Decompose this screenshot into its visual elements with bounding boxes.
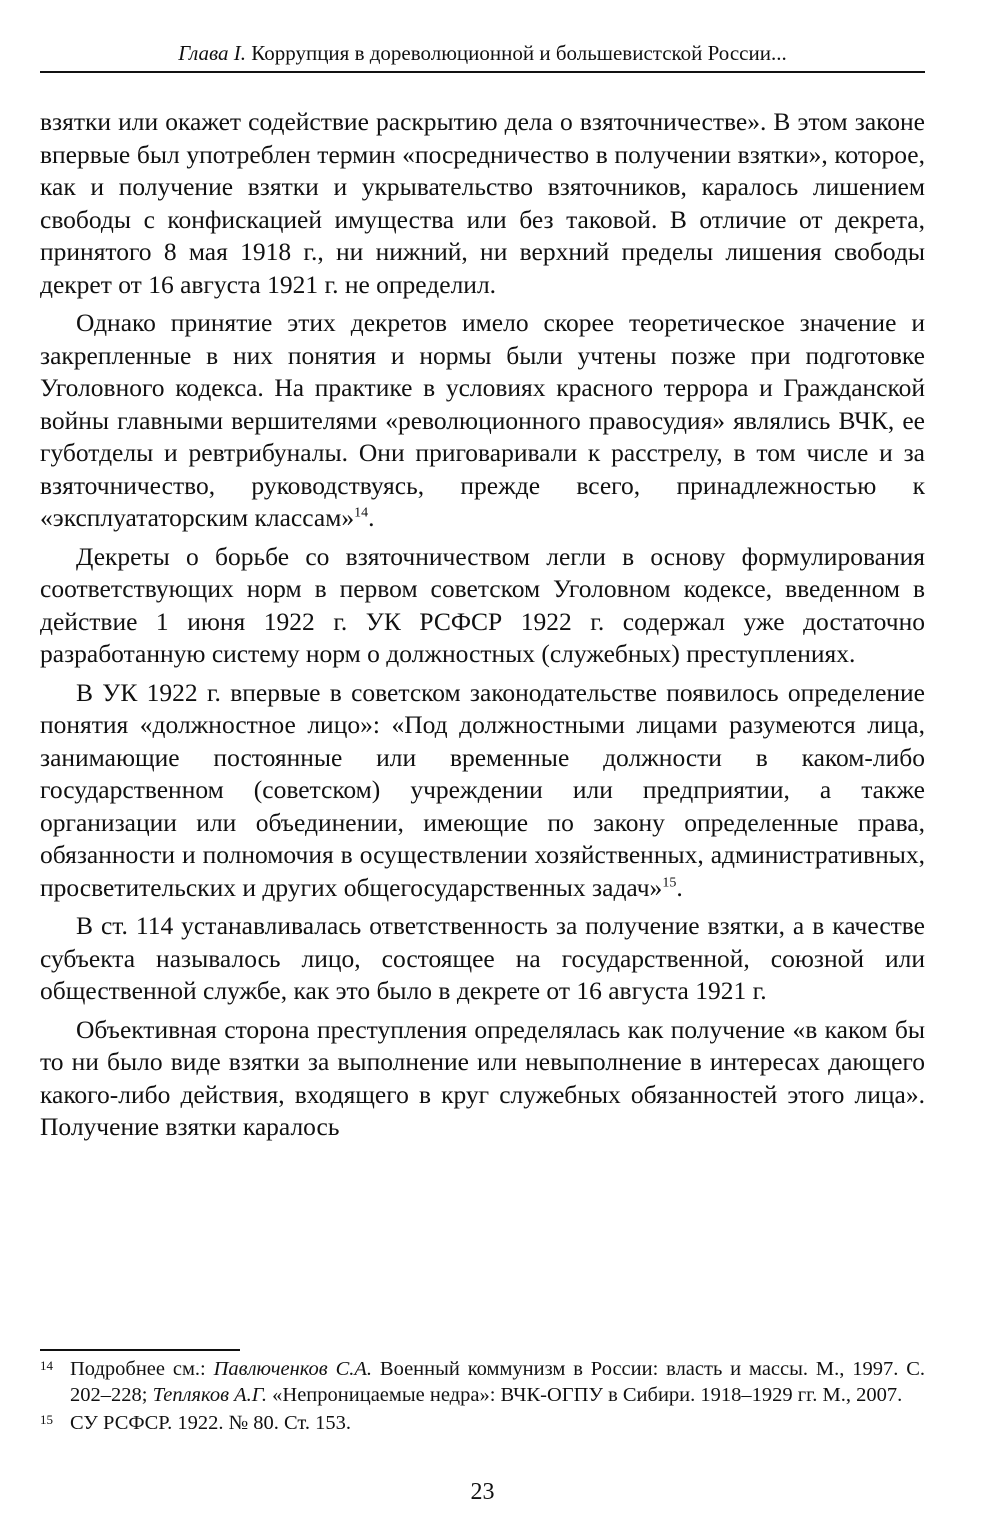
header-rule	[40, 71, 925, 73]
paragraph-text: Декреты о борьбе со взяточничеством легли в основу формулирования соответствующих норм в первом советском Уголовном кодексе, введенном в действие 1 июня 1922 г. УК РСФСР 1922 г. содержал уже достаточно разработанную систему норм о должностных (служебных) преступлениях.	[40, 541, 925, 668]
footnote-ref-14[interactable]: 14	[354, 505, 369, 521]
paragraph-text: взятки или окажет содействие раскрытию дела о взяточничестве». В этом законе впервые был употреблен термин «посредничество в получении взятки», которое, как и получение взятки и укрывательство взяточников, каралось лишением свободы с конфискацией имущества или без таковой. В отличие от декрета, принятого 8 мая 1918 г., ни нижний, ни верхний пределы лишения свободы декрет от 16 августа 1921 г. не определил.	[40, 107, 925, 299]
footnote-work: Военный коммунизм в России: власть и массы. М., 1997. С. 202–228;	[70, 1358, 926, 1406]
chapter-title: Коррупция в дореволюционной и большевистской России...	[251, 41, 787, 65]
paragraph-text: Однако принятие этих декретов имело скорее теоретическое значение и закрепленные в них понятия и нормы были учтены позже при подготовке Уголовного кодекса. На практике в условиях красного террора и Гражданской войны главными вершителями «революционного правосудия» являлись ВЧК, ее губотделы и ревтрибуналы. Они приговаривали к расстрелу, в том числе и за взяточничество, руководствуясь, прежде всего, принадлежностью к «эксплуататорским классам»	[40, 308, 925, 532]
footnote-14	[40, 1356, 925, 1408]
paragraph-5	[40, 910, 925, 1008]
running-header	[40, 40, 925, 66]
book-page	[40, 0, 925, 1534]
footnotes	[40, 1356, 925, 1438]
paragraph-4	[40, 677, 925, 905]
chapter-label: Глава I.	[178, 41, 247, 65]
paragraph-text: Объективная сторона преступления определялась как получение «в каком бы то ни было виде взятки за выполнение или невыполнение в интересах дающего какого-либо действия, входящего в круг служебных обязанностей этого лица». Получение взятки каралось	[40, 1014, 925, 1141]
paragraph-tail: .	[368, 503, 375, 532]
page-number: 23	[470, 1479, 495, 1505]
footnote-rule	[40, 1349, 240, 1351]
paragraph-6	[40, 1014, 925, 1144]
footnote-author: Павлюченков С.А.	[213, 1358, 373, 1380]
footnote-work: «Непроницаемые недра»: ВЧК-ОГПУ в Сибири. 1918–1929 гг. М., 2007.	[272, 1384, 903, 1406]
paragraph-3	[40, 541, 925, 671]
footnote-15	[40, 1410, 925, 1436]
main-text	[40, 106, 925, 1150]
paragraph-text: В ст. 114 устанавливалась ответственность за получение взятки, а в качестве субъекта называлось лицо, состоящее на государственной, союзной или общественной службе, как это было в декрете от 16 августа 1921 г.	[40, 911, 925, 1005]
footnote-body	[70, 1356, 925, 1408]
paragraph-1	[40, 106, 925, 301]
footnote-marker: 15	[40, 1412, 53, 1427]
footnote-marker: 14	[40, 1358, 53, 1373]
paragraph-2	[40, 307, 925, 535]
footnote-intro: Подробнее см.:	[70, 1358, 206, 1380]
footnote-ref-15[interactable]: 15	[662, 875, 677, 890]
paragraph-tail: .	[676, 872, 683, 902]
paragraph-text: В УК 1922 г. впервые в советском законодательстве появилось определение понятия «должностное лицо»: «Под должностными лицами разумеются лица, занимающие постоянные или временные должности в каком-либо государственном (советском) учреждении или предприятии, а также организации или объединении, имеющие по закону определенные права, обязанности и полномочия в осуществлении хозяйственных, административных, просветительских и других общегосударственных задач»	[40, 677, 925, 902]
footnote-author: Тепляков А.Г.	[152, 1384, 268, 1406]
footnote-body: СУ РСФСР. 1922. № 80. Ст. 153.	[70, 1412, 351, 1434]
